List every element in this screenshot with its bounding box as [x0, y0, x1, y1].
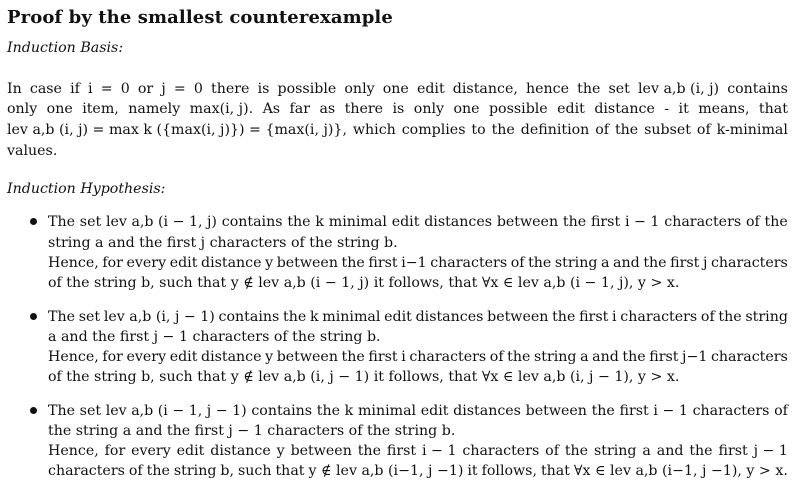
- word: characters: [462, 443, 540, 459]
- word: y: [265, 255, 274, 271]
- word: The: [48, 309, 75, 325]
- word: characters: [664, 214, 742, 230]
- word: y: [265, 349, 274, 365]
- word: it: [678, 101, 689, 117]
- word: the: [689, 443, 713, 459]
- word: between: [276, 255, 338, 271]
- bullet-icon: [30, 407, 37, 414]
- word: complies: [401, 122, 466, 138]
- word: As: [262, 101, 281, 117]
- word: lev a,b (i, j): [638, 81, 720, 97]
- hypothesis-line: [48, 461, 788, 481]
- word: which: [352, 122, 396, 138]
- word: every: [131, 443, 171, 459]
- word: for: [102, 255, 123, 271]
- word: b,: [220, 463, 234, 479]
- word: first: [718, 443, 748, 459]
- hypothesis-line: [48, 401, 788, 421]
- document-page: [7, 0, 791, 494]
- word: i − 1: [653, 403, 688, 419]
- word: only: [413, 101, 445, 117]
- word: namely: [128, 101, 181, 117]
- word: characters: [710, 255, 788, 271]
- basis-heading: Induction Basis:: [7, 40, 124, 56]
- word: lev a,b (i − 1, j − 1): [105, 403, 247, 419]
- word: a: [580, 349, 589, 365]
- word: far: [289, 101, 311, 117]
- basis-line: [7, 120, 788, 140]
- word: set: [78, 309, 101, 325]
- word: k-minimal: [716, 122, 788, 138]
- word: In: [7, 81, 22, 97]
- word: it: [467, 463, 478, 479]
- word: j: [161, 81, 166, 97]
- word: i: [612, 309, 617, 325]
- word: edit: [416, 81, 445, 97]
- word: i − 1: [422, 443, 457, 459]
- hypothesis-line: [48, 327, 381, 347]
- word: contains: [218, 309, 280, 325]
- word: edit: [557, 101, 585, 117]
- word: lev a,b (i − 1, j): [105, 214, 217, 230]
- word: the: [287, 214, 311, 230]
- word: k: [315, 214, 324, 230]
- word: j − 1: [753, 443, 788, 459]
- word: the: [357, 443, 381, 459]
- word: between: [290, 443, 352, 459]
- word: the: [528, 255, 552, 271]
- word: the: [564, 443, 589, 459]
- word: string: [533, 349, 577, 365]
- word: of the string b, such that y ∉ lev a,b (i − 1, j) it follows, that ∀x ∈ lev a,b (i − 1, j), y > x.: [48, 275, 680, 291]
- word: is: [257, 81, 270, 97]
- word: i: [88, 81, 93, 97]
- word: that: [758, 101, 788, 117]
- word: the: [622, 349, 646, 365]
- word: 0: [120, 81, 130, 97]
- word: string: [593, 443, 637, 459]
- word: first: [590, 214, 621, 230]
- word: hence: [525, 81, 569, 97]
- word: string: [745, 309, 788, 325]
- word: the string a and the first j − 1 characters of the string b.: [48, 423, 456, 439]
- word: the: [341, 255, 365, 271]
- word: characters: [48, 463, 125, 479]
- word: and: [613, 255, 640, 271]
- word: first: [649, 349, 679, 365]
- word: set: [79, 403, 102, 419]
- word: characters: [430, 255, 508, 271]
- hypothesis-line: [48, 233, 398, 253]
- word: first: [619, 403, 649, 419]
- word: edit: [391, 214, 420, 230]
- word: subset: [644, 122, 691, 138]
- word: one: [382, 81, 409, 97]
- word: the: [591, 403, 615, 419]
- word: ∀x ∈ lev a,b (i−1, j −1), y > x.: [573, 463, 788, 479]
- word: of: [510, 255, 525, 271]
- word: contains: [221, 214, 283, 230]
- word: first: [386, 443, 417, 459]
- word: lev a,b (i, j − 1): [103, 309, 215, 325]
- word: first: [368, 349, 398, 365]
- word: the: [341, 349, 365, 365]
- word: the: [283, 309, 307, 325]
- word: lev a,b (i, j) = max k ({max(i, j)}) = {max(i, j)},: [7, 122, 347, 138]
- word: a: [601, 255, 610, 271]
- word: of: [774, 403, 788, 419]
- word: for: [104, 443, 126, 459]
- word: max(i, j).: [189, 101, 254, 117]
- word: the: [718, 309, 742, 325]
- word: i − 1: [624, 214, 660, 230]
- word: and: [656, 443, 684, 459]
- word: y ∉ lev a,b (i−1, j −1): [308, 463, 464, 479]
- word: 0: [193, 81, 203, 97]
- word: i: [401, 349, 406, 365]
- word: a and the first j − 1 characters of the string b.: [48, 329, 381, 345]
- hypothesis-heading: Induction Hypothesis:: [7, 181, 166, 197]
- word: between: [276, 349, 338, 365]
- word: means,: [698, 101, 750, 117]
- word: the: [491, 122, 515, 138]
- word: contains: [251, 403, 313, 419]
- word: there: [344, 101, 384, 117]
- word: to: [471, 122, 486, 138]
- word: distance: [200, 349, 262, 365]
- word: set: [79, 214, 102, 230]
- word: edit: [420, 403, 449, 419]
- word: the: [764, 214, 788, 230]
- word: of the string b, such that y ∉ lev a,b (i, j − 1) it follows, that ∀x ∈ lev a,b (i, j − 1), y > x.: [48, 369, 680, 385]
- word: k: [309, 309, 319, 325]
- word: definition: [520, 122, 590, 138]
- bullet-icon: [30, 313, 37, 320]
- word: characters: [692, 403, 770, 419]
- hypothesis-line: [48, 441, 788, 461]
- hypothesis-line: [48, 212, 788, 232]
- word: a: [642, 443, 651, 459]
- word: Hence,: [48, 443, 99, 459]
- word: only: [7, 101, 38, 117]
- word: string: [173, 463, 217, 479]
- word: contains: [727, 81, 788, 97]
- hypothesis-line: [48, 347, 788, 367]
- hypothesis-line: [48, 273, 679, 293]
- word: distance,: [452, 81, 518, 97]
- word: string a and the first j characters of the string b.: [48, 235, 398, 251]
- word: every: [126, 349, 167, 365]
- word: distances: [424, 214, 493, 230]
- hypothesis-line: [48, 307, 788, 327]
- word: characters: [620, 309, 698, 325]
- page-title: Proof by the smallest counterexample: [7, 7, 393, 28]
- word: distance: [210, 443, 271, 459]
- word: case: [29, 81, 62, 97]
- word: minimal: [322, 309, 381, 325]
- word: of: [700, 309, 715, 325]
- word: The: [48, 214, 75, 230]
- word: =: [100, 81, 113, 97]
- word: -: [664, 101, 670, 117]
- word: k: [344, 403, 354, 419]
- word: Hence,: [48, 255, 99, 271]
- word: distances: [415, 309, 484, 325]
- word: the: [643, 255, 667, 271]
- word: between: [496, 214, 559, 230]
- word: the: [552, 309, 576, 325]
- word: between: [487, 309, 549, 325]
- word: first: [579, 309, 609, 325]
- word: y: [276, 443, 285, 459]
- word: edit: [169, 349, 198, 365]
- hypothesis-line: [48, 367, 679, 387]
- hypothesis-line: [48, 253, 788, 273]
- word: for: [102, 349, 123, 365]
- word: as: [319, 101, 336, 117]
- word: item,: [82, 101, 119, 117]
- hypothesis-line: [48, 421, 455, 441]
- word: distance: [200, 255, 262, 271]
- word: minimal: [328, 214, 387, 230]
- basis-line: [7, 79, 788, 99]
- word: the: [507, 349, 531, 365]
- word: j−1: [682, 349, 708, 365]
- word: that: [275, 463, 305, 479]
- word: values.: [7, 143, 58, 159]
- word: and: [592, 349, 619, 365]
- word: edit: [169, 255, 198, 271]
- word: if: [70, 81, 80, 97]
- word: Hence,: [48, 349, 99, 365]
- word: string: [554, 255, 598, 271]
- word: possible: [488, 101, 548, 117]
- word: one: [46, 101, 73, 117]
- word: edit: [384, 309, 412, 325]
- word: The: [48, 403, 75, 419]
- word: of: [489, 349, 504, 365]
- word: the: [146, 463, 170, 479]
- word: =: [173, 81, 186, 97]
- basis-line: [7, 141, 57, 161]
- word: the: [562, 214, 587, 230]
- word: distances: [453, 403, 521, 419]
- word: the: [614, 122, 639, 138]
- word: i−1: [401, 255, 427, 271]
- word: one: [453, 101, 480, 117]
- word: the: [316, 403, 340, 419]
- word: j: [702, 255, 708, 271]
- word: follows,: [481, 463, 537, 479]
- word: between: [525, 403, 587, 419]
- word: of: [696, 122, 711, 138]
- word: of: [595, 122, 610, 138]
- word: of: [128, 463, 143, 479]
- basis-line: [7, 99, 788, 119]
- word: such: [237, 463, 272, 479]
- word: edit: [176, 443, 205, 459]
- word: or: [137, 81, 154, 97]
- word: minimal: [357, 403, 417, 419]
- word: the: [577, 81, 601, 97]
- word: first: [368, 255, 398, 271]
- word: characters: [409, 349, 487, 365]
- word: that: [540, 463, 570, 479]
- word: of: [545, 443, 559, 459]
- word: first: [670, 255, 700, 271]
- word: characters: [710, 349, 788, 365]
- word: set: [608, 81, 630, 97]
- word: there: [211, 81, 250, 97]
- bullet-icon: [30, 218, 37, 225]
- word: is: [392, 101, 405, 117]
- word: distance: [594, 101, 655, 117]
- word: possible: [277, 81, 337, 97]
- word: every: [126, 255, 167, 271]
- word: of: [745, 214, 760, 230]
- word: only: [344, 81, 375, 97]
